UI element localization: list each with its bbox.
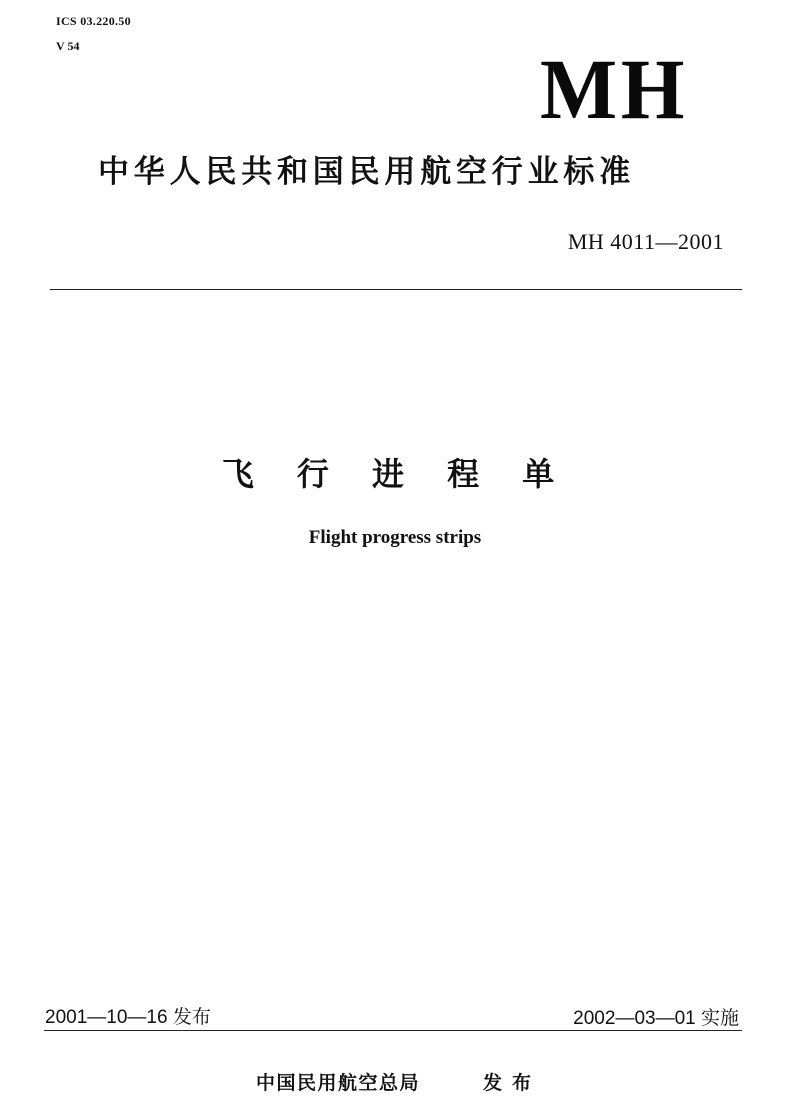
organization-title: 中华人民共和国民用航空行业标准: [98, 154, 635, 190]
standard-number: MH 4011—2001: [567, 229, 724, 254]
ics-code: ICS 03.220.50: [56, 14, 131, 28]
footer-divider: [44, 1030, 742, 1031]
mh-logo: MH: [540, 41, 689, 137]
document-title-english: Flight progress strips: [308, 527, 482, 548]
issue-date: 2001—10—16 发布: [45, 1007, 211, 1028]
classification-code: V 54: [56, 39, 80, 53]
publish-label: 发布: [483, 1072, 542, 1094]
publisher-name: 中国民用航空总局: [256, 1072, 421, 1094]
header-divider: [50, 289, 742, 290]
implementation-date: 2002—03—01 实施: [573, 1008, 739, 1029]
document-title-chinese: 飞 行 进 程 单: [221, 455, 571, 493]
